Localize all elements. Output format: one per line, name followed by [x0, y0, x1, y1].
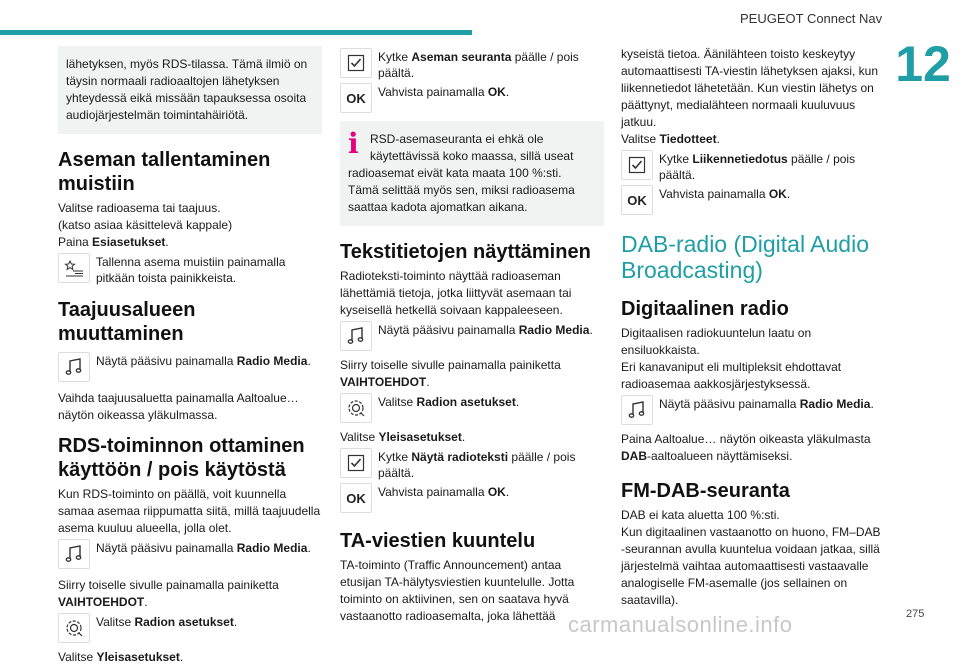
info-icon: i	[348, 127, 359, 160]
save-text-2: (katso asiaa käsittelevä kappale)	[58, 218, 233, 232]
music-note-icon	[58, 352, 90, 382]
confirm-step-2: OK Vahvista painamalla OK.	[340, 483, 604, 513]
ta-text: TA-toiminto (Traffic Announcement) antaa etusijan TA-hälytysviestien kuuntelulle. Jotta toiminto on aktiivinen, sen on saatava hyvä vastaanotto radioasemalta, joka lähettää	[340, 558, 575, 623]
ta-text-2: Valitse Tiedotteet.	[621, 132, 720, 146]
checkbox-toggle-icon	[621, 150, 653, 180]
heading-text-info: Tekstitietojen näyttäminen	[340, 241, 591, 263]
music-note-icon	[58, 539, 90, 569]
info-box	[340, 121, 604, 226]
rds-text: Kun RDS-toiminto on päällä, voit kuunnella samaa asemaa riippumatta siitä, millä taajuudella asema kuuluu alueella, jolla olet.	[58, 487, 321, 535]
music-note-icon	[621, 395, 653, 425]
text-info-text-2: Siirry toiselle sivulle painamalla painiketta VAIHTOEHDOT.	[340, 358, 561, 389]
heading-ta-messages: TA-viestien kuuntelu	[340, 530, 536, 552]
text-step-1: Näytä pääsivu painamalla Radio Media.	[340, 321, 604, 351]
rds-step-1: Näytä pääsivu painamalla Radio Media.	[58, 539, 322, 569]
save-step	[58, 253, 322, 286]
text-info-text-3: Valitse Yleisasetukset.	[340, 430, 466, 444]
checkbox-toggle-icon	[340, 448, 372, 478]
ok-icon: OK	[621, 185, 653, 215]
text-info-text: Radioteksti-toiminto näyttää radioaseman lähettämiä tietoja, jotka liittyvät asemaan tai kyseisellä hetkellä soivaan kappaleeseen.	[340, 269, 572, 317]
radio-settings-icon	[340, 393, 372, 423]
fmdab-text: DAB ei kata aluetta 100 %:sti.	[621, 508, 780, 522]
rds-step-2: Valitse Radion asetukset.	[58, 613, 322, 643]
digital-text-3: Paina Aaltoalue… näytön oikeasta yläkulmasta DAB-aaltoalueen näyttämiseksi.	[621, 432, 871, 463]
music-note-icon	[340, 321, 372, 351]
ok-icon: OK	[340, 483, 372, 513]
column-2	[340, 46, 604, 625]
digital-text-2: Eri kanavaniput eli multipleksit ehdottavat radioasemaa aakkosjärjestyksessä.	[621, 360, 842, 391]
star-list-icon	[58, 253, 90, 283]
save-step-text: Tallenna asema muistiin painamalla pitkään toista painikkeista.	[96, 255, 286, 285]
heading-rds: RDS-toiminnon ottaminen käyttöön / pois käytöstä	[58, 435, 305, 481]
note-text: lähetyksen, myös RDS-tilassa. Tämä ilmiö on täysin normaali radioaaltojen lähetyksen yhteydessä eikä missään tapauksessa osoita audiojärjestelmän toimintahäiriötä.	[66, 57, 308, 122]
info-text: RSD-asemaseuranta ei ehkä ole käytettävissä koko maassa, sillä useat radioasemat eivät kata maata 100 %:sti. Tämä selittää myös sen, miksi radioasema saattaa kadota ajomatkan aikana.	[348, 132, 575, 214]
save-text-1: Valitse radioasema tai taajuus.	[58, 201, 221, 215]
confirm-step-3: OK Vahvista painamalla OK.	[621, 185, 885, 215]
digital-text: Digitaalisen radiokuuntelun laatu on ensiluokkaista.	[621, 326, 812, 357]
ok-icon: OK	[340, 83, 372, 113]
column-3	[621, 46, 885, 609]
heading-save-station: Aseman tallentaminen muistiin	[58, 149, 271, 195]
column-1	[58, 46, 322, 666]
text-step-2: Valitse Radion asetukset.	[340, 393, 604, 423]
heading-digital-radio: Digitaalinen radio	[621, 298, 789, 320]
confirm-step: OK Vahvista painamalla OK.	[340, 83, 604, 113]
heading-fm-dab: FM-DAB-seuranta	[621, 480, 790, 502]
heading-change-band: Taajuusalueen muuttaminen	[58, 299, 196, 345]
traffic-step: Kytke Liikennetiedotus päälle / pois päältä.	[621, 150, 885, 183]
watermark: carmanualsonline.info	[568, 612, 793, 637]
text-step-3: Kytke Näytä radioteksti päälle / pois päältä.	[340, 448, 604, 481]
header-accent-bar	[0, 30, 472, 35]
page-number: 275	[906, 608, 925, 620]
fmdab-text-2: Kun digitaalinen vastaanotto on huono, FM–DAB -seurannan avulla kuuntelua voidaan jatkaa, sillä järjestelmä vaihtaa automaattisesti vastaavalle analogiselle FM-asemalle (jos sellainen on saatavilla).	[621, 525, 881, 607]
save-text-3: Paina Esiasetukset.	[58, 235, 169, 249]
chapter-number: 12	[895, 36, 951, 92]
ta-text-cont: kyseistä tietoa. Äänilähteen toisto keskeytyy automaattisesti TA-viestin lähetyksen ajaksi, kun liikennetiedot lähetetään. Kun viestin lähetys on päättynyt, medialähteen normaali kuuluvuus jatkuu.	[621, 47, 879, 129]
rds-text-2: Siirry toiselle sivulle painamalla painiketta VAIHTOEHDOT.	[58, 578, 279, 609]
band-step: Näytä pääsivu painamalla Radio Media.	[58, 352, 322, 382]
rds-text-3: Valitse Yleisasetukset.	[58, 650, 184, 664]
station-tracking-step: Kytke Aseman seuranta päälle / pois päältä.	[340, 48, 604, 81]
note-box	[58, 46, 322, 134]
brand-title: PEUGEOT Connect Nav	[740, 11, 883, 26]
radio-settings-icon	[58, 613, 90, 643]
checkbox-toggle-icon	[340, 48, 372, 78]
digital-step: Näytä pääsivu painamalla Radio Media.	[621, 395, 885, 425]
band-text: Vaihda taajuusaluetta painamalla Aaltoalue… näytön oikeassa yläkulmassa.	[58, 391, 299, 422]
heading-dab-radio: DAB-radio (Digital Audio Broadcasting)	[621, 231, 870, 283]
